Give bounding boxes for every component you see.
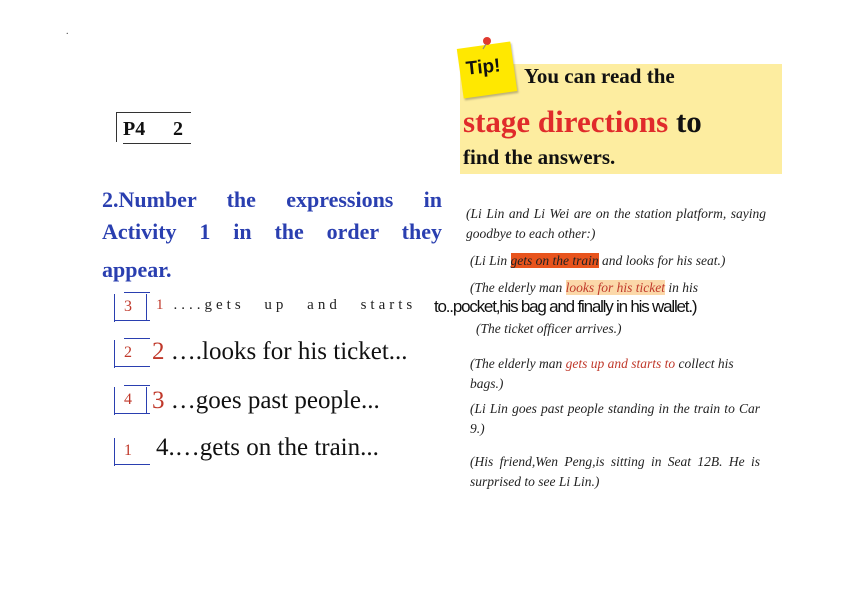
tip-line-3: find the answers. bbox=[463, 145, 616, 169]
highlight-gets-on-train: gets on the train bbox=[510, 253, 599, 268]
item-number: 4. bbox=[156, 434, 175, 461]
overlapping-text: to..pocket,his bag and finally in his wallet.) bbox=[434, 297, 697, 316]
stage-direction-2 bbox=[470, 251, 770, 271]
tip-line-2 bbox=[463, 104, 702, 140]
item-number: 1 bbox=[156, 297, 164, 313]
answer-number: 2 bbox=[124, 344, 132, 361]
sd-text: in his bbox=[664, 280, 698, 295]
item-label: …gets on the train... bbox=[174, 434, 379, 461]
instruction-line-1: 2.Number the expressions in bbox=[102, 187, 442, 212]
tip-line-2-end: to bbox=[675, 104, 702, 139]
item-number: 3 bbox=[152, 387, 165, 414]
item-text-2 bbox=[152, 338, 408, 366]
answer-box[interactable] bbox=[114, 294, 148, 322]
highlight-gets-up: gets up and starts to bbox=[565, 356, 676, 371]
answer-box[interactable] bbox=[114, 438, 148, 466]
sd-text: (The elderly man bbox=[470, 356, 566, 371]
answer-box[interactable] bbox=[114, 387, 148, 415]
answer-number: 1 bbox=[124, 442, 132, 459]
stage-direction-7: (His friend,Wen Peng,is sitting in Seat 12B. He is surprised to see Li Lin.) bbox=[470, 454, 760, 489]
decorative-dot: . bbox=[66, 26, 69, 37]
tip-label: Tip! bbox=[464, 55, 502, 80]
stage-direction-1: (Li Lin and Li Wei are on the station platform, saying goodbye to each other:) bbox=[466, 206, 766, 241]
answer-box[interactable] bbox=[114, 340, 148, 368]
sd-text: collect his bags.) bbox=[470, 356, 734, 391]
stage-direction-6: (Li Lin goes past people standing in the train to Car 9.) bbox=[470, 401, 760, 436]
pushpin-icon bbox=[480, 36, 492, 48]
highlight-looks-for-ticket: looks for his ticket bbox=[565, 280, 665, 295]
item-text-4 bbox=[156, 434, 379, 462]
item-label: ....gets up and starts bbox=[173, 297, 417, 313]
item-text-3 bbox=[152, 387, 380, 415]
page-ref-number: 2 bbox=[173, 118, 183, 140]
stage-direction-3 bbox=[470, 278, 760, 298]
answer-number: 4 bbox=[124, 391, 132, 408]
item-label: ….looks for his ticket... bbox=[170, 338, 408, 365]
sd-text: (The elderly man bbox=[470, 280, 566, 295]
item-text-1 bbox=[156, 297, 416, 314]
sd-text: and looks for his seat.) bbox=[598, 253, 726, 268]
answer-number: 3 bbox=[124, 298, 132, 315]
instruction-line-3: appear. bbox=[102, 257, 172, 282]
stage-direction-4: (The ticket officer arrives.) bbox=[476, 321, 622, 336]
tip-line-1: You can read the bbox=[524, 64, 675, 88]
item-label: …goes past people... bbox=[170, 387, 380, 414]
tip-emphasis: stage directions bbox=[463, 104, 669, 139]
sd-text: (Li Lin bbox=[470, 253, 511, 268]
instruction bbox=[102, 184, 442, 286]
item-number: 2 bbox=[152, 338, 165, 365]
stage-direction-5 bbox=[470, 354, 760, 394]
instruction-line-2: Activity 1 in the order they bbox=[102, 219, 442, 244]
page-ref-label: P4 bbox=[123, 118, 146, 140]
